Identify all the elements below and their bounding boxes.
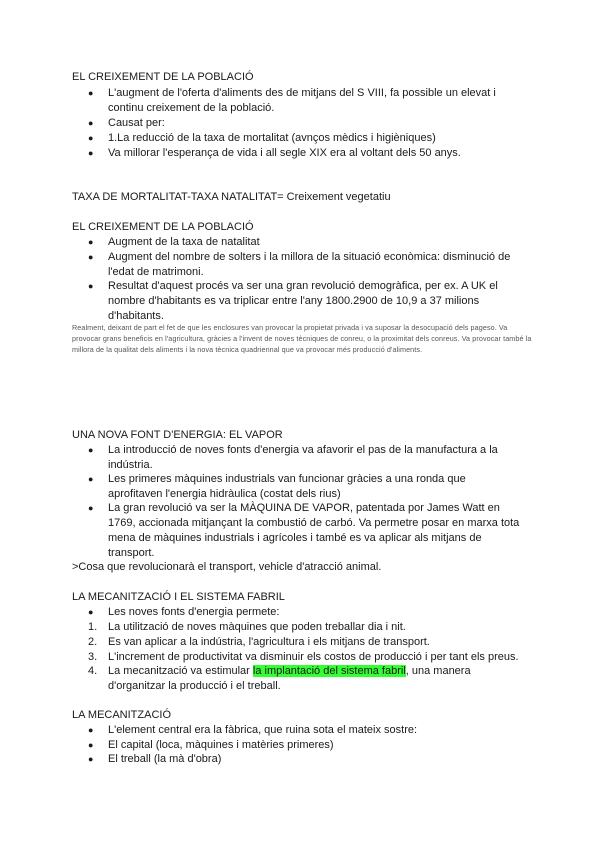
list-number: 3. [88,651,98,663]
section-1-item: L'augment de l'oferta d'aliments des de mitjans del S VIII, fa possible un elevat i continu creixement de la població. [108,87,496,114]
section-4-item-4-after: , una manera d'organitzar la producció i el treball. [108,665,471,692]
section-2-title: EL CREIXEMENT DE LA POBLACIÓ [72,221,254,233]
section-1-item: 1.La reducció de la taxa de mortalitat (avnços mèdics i higièniques) [108,132,436,144]
section-5-item: El capital (loca, màquines i matèries primeres) [108,739,334,751]
bullet-icon: ● [88,133,94,143]
section-4-item: Es van aplicar a la indústria, l'agricultura i els mitjans de transport. [108,636,430,648]
section-2-note: Realment, deixant de part el fet de que les enclosures van provocar la propietat privada i va suposar la desocupació dels pageso. Va provocar grans beneficis en l'agricultura, gràcies a l'invent de noves tècniques de conreu, o la proximitat dels conreus. Va provocar també la millora de la qualitat dels aliments i la nova tècnica quadriennal que va provocar més producció d'aliments. [72,323,532,354]
bullet-icon: ● [88,118,94,128]
bullet-icon: ● [88,740,94,750]
bullet-icon: ● [88,88,94,98]
bullet-icon: ● [88,445,94,455]
highlighted-text: la implantació del sistema fabril [252,665,406,677]
section-5-item: El treball (la mà d'obra) [108,753,222,765]
bullet-icon: ● [88,503,94,513]
section-4-item: L'increment de productivitat va disminuir els costos de producció i per tant els preus. [108,651,519,663]
formula-line: TAXA DE MORTALITAT-TAXA NATALITAT= Creixement vegetatiu [72,191,391,203]
section-4-title: LA MECANITZACIÓ I EL SISTEMA FABRIL [72,591,285,603]
section-5-item: L'element central era la fàbrica, que ruina sota el mateix sostre: [108,724,418,736]
section-3-item: La gran revolució va ser la MÀQUINA DE VAPOR, patentada por James Watt en 1769, accionada mitjançant la combustió de carbó. Va permetre posar en marxa tota mena de màquines industrials i agrícoles i també es va aplicar als mitjans de transport. [108,502,520,559]
bullet-icon: ● [88,281,94,291]
bullet-icon: ● [88,474,94,484]
section-2-item: Augment del nombre de solters i la millora de la situació econòmica: disminució de l'edat de matrimoni. [108,251,511,278]
section-1-item: Causat per: [108,117,165,129]
list-number: 4. [88,665,98,677]
bullet-icon: ● [88,237,94,247]
section-4-intro: Les noves fonts d'energia permete: [108,606,280,618]
bullet-icon: ● [88,725,94,735]
section-5-title: LA MECANITZACIÓ [72,709,172,721]
bullet-icon: ● [88,607,94,617]
bullet-icon: ● [88,252,94,262]
section-4-item: La utilització de noves màquines que poden treballar dia i nit. [108,621,406,633]
section-1-item: Va millorar l'esperança de vida i all segle XIX era al voltant dels 50 anys. [108,147,461,159]
section-4-item-4-before: La mecanització va estimular [108,665,253,677]
bullet-icon: ● [88,754,94,764]
list-number: 1. [88,621,98,633]
section-4-item-4 [108,664,520,694]
section-3-title: UNA NOVA FONT D'ENERGIA: EL VAPOR [72,429,283,441]
section-2-item: Augment de la taxa de natalitat [108,236,260,248]
bullet-icon: ● [88,148,94,158]
section-3-item: Les primeres màquines industrials van funcionar gràcies a una ronda que aprofitaven l'energia hidràulica (costat dels rius) [108,473,466,500]
section-1-title: EL CREIXEMENT DE LA POBLACIÓ [72,71,254,83]
list-number: 2. [88,636,98,648]
section-2-item: Resultat d'aquest procés va ser una gran revolució demogràfica, per ex. A UK el nombre d'habitants es va triplicar entre l'any 1800.2900 de 10,9 a 37 milions d'habitants. [108,280,498,322]
section-3-note: >Cosa que revolucionarà el transport, vehicle d'atracció animal. [72,561,382,573]
section-3-item: La introducció de noves fonts d'energia va afavorir el pas de la manufactura a la indústria. [108,444,498,471]
